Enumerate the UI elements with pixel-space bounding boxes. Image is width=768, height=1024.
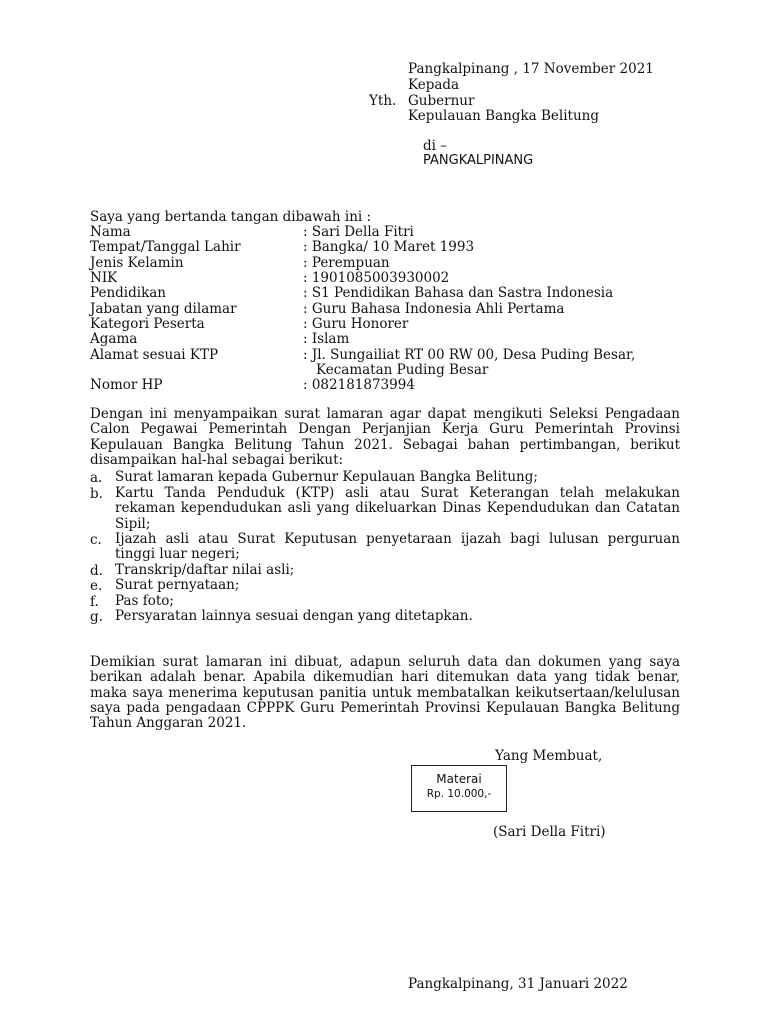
di-label: di – [423, 138, 448, 154]
signature-name: (Sari Della Fitri) [493, 824, 606, 840]
field-label-agama: Agama [90, 331, 138, 347]
list-item-text: Kartu Tanda Penduduk (KTP) asli atau Surat Keterangan telah melakukan rekaman kependudukan asli yang dikeluarkan Dinas Kependudukan dan Catatan Sipil; [115, 485, 680, 532]
place-date: Pangkalpinang , 17 November 2021 [408, 61, 654, 77]
list-item-text: Surat pernyataan; [115, 577, 240, 593]
kepada-label: Kepada [408, 77, 460, 93]
list-marker: b. [90, 486, 103, 502]
list-item-text: Pas foto; [115, 593, 174, 609]
field-value-nik: : 1901085003930002 [303, 270, 450, 286]
stamp-value: Rp. 10.000,- [426, 788, 492, 800]
yth-label: Yth. [369, 93, 397, 109]
field-label-kategori: Kategori Peserta [90, 316, 205, 332]
field-label-jabatan: Jabatan yang dilamar [90, 301, 237, 317]
field-value-alamat-line2: Kecamatan Puding Besar [316, 362, 489, 378]
field-value-nama: : Sari Della Fitri [303, 224, 414, 240]
field-value-pendidikan: : S1 Pendidikan Bahasa dan Sastra Indonesia [303, 285, 614, 301]
signature-closing: Yang Membuat, [495, 748, 603, 764]
materai-stamp [411, 765, 507, 812]
field-label-nomor-hp: Nomor HP [90, 377, 163, 393]
field-value-nomor-hp: : 082181873994 [303, 377, 415, 393]
field-label-ttl: Tempat/Tanggal Lahir [90, 239, 241, 255]
list-item-text: Ijazah asli atau Surat Keputusan penyetaraan ijazah bagi lulusan perguruan tinggi luar negeri; [115, 531, 680, 563]
recipient-city: PANGKALPINANG [423, 153, 534, 168]
list-item-text: Transkrip/daftar nilai asli; [115, 562, 295, 578]
field-label-nama: Nama [90, 224, 131, 240]
footer-date: Pangkalpinang, 31 Januari 2022 [408, 976, 628, 992]
list-marker: f. [90, 594, 99, 610]
list-item-text: Surat lamaran kepada Gubernur Kepulauan Bangka Belitung; [115, 469, 538, 485]
field-value-kategori: : Guru Honorer [303, 316, 409, 332]
field-label-pendidikan: Pendidikan [90, 285, 167, 301]
list-marker: d. [90, 563, 103, 579]
list-marker: e. [90, 578, 103, 594]
field-value-jabatan: : Guru Bahasa Indonesia Ahli Pertama [303, 301, 565, 317]
intro-text: Saya yang bertanda tangan dibawah ini : [90, 209, 372, 225]
list-item-text: Persyaratan lainnya sesuai dengan yang ditetapkan. [115, 608, 473, 624]
list-marker: a. [90, 470, 103, 486]
list-marker: g. [90, 609, 103, 625]
recipient-region: Kepulauan Bangka Belitung [408, 108, 599, 124]
field-value-agama: : Islam [303, 331, 350, 347]
list-marker: c. [90, 532, 102, 548]
field-value-alamat: : Jl. Sungailiat RT 00 RW 00, Desa Puding Besar, [303, 347, 636, 363]
field-value-ttl: : Bangka/ 10 Maret 1993 [303, 239, 475, 255]
paragraph-closing: Demikian surat lamaran ini dibuat, adapun seluruh data dan dokumen yang saya berikan adalah benar. Apabila dikemudian hari ditemukan data yang tidak benar, maka saya menerima keputusan panitia untuk membatalkan keikutsertaan/kelulusan saya pada pengadaan CPPPK Guru Pemerintah Provinsi Kepulauan Bangka Belitung Tahun Anggaran 2021. [90, 654, 680, 732]
recipient-title: Gubernur [408, 93, 475, 109]
field-label-jenis-kelamin: Jenis Kelamin [90, 255, 184, 271]
field-label-nik: NIK [90, 270, 118, 286]
field-label-alamat: Alamat sesuai KTP [90, 347, 219, 363]
paragraph-intro: Dengan ini menyampaikan surat lamaran agar dapat mengikuti Seleksi Pengadaan Calon Pegawai Pemerintah Dengan Perjanjian Kerja Guru Pemerintah Provinsi Kepulauan Bangka Belitung Tahun 2021. Sebagai bahan pertimbangan, berikut disampaikan hal-hal sebagai berikut: [90, 406, 680, 468]
stamp-label: Materai [436, 772, 482, 786]
field-value-jenis-kelamin: : Perempuan [303, 255, 390, 271]
